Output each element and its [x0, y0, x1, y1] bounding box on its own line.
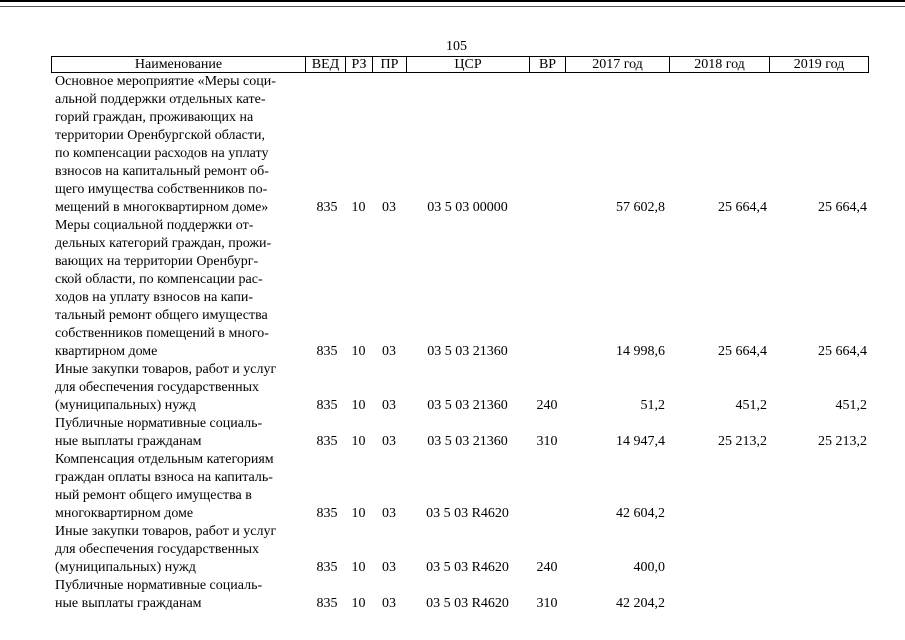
row-2017: 51,2 [640, 398, 665, 413]
row-rz: 10 [351, 506, 366, 521]
row-2017: 400,0 [633, 560, 665, 575]
table-body [51, 73, 867, 613]
row-csr: 03 5 03 R4620 [426, 506, 509, 521]
table-row [51, 577, 867, 613]
row-2018: 25 213,2 [718, 434, 767, 449]
table-row [51, 415, 867, 451]
row-ved: 835 [316, 398, 338, 413]
row-ved: 835 [316, 506, 338, 521]
row-pr: 03 [382, 398, 396, 413]
row-rz: 10 [351, 344, 366, 359]
row-rz: 10 [351, 596, 366, 611]
header-rz: РЗ [346, 57, 373, 72]
page-top-border-secondary [0, 6, 905, 7]
table-row [51, 217, 867, 361]
row-rz: 10 [351, 398, 366, 413]
header-csr: ЦСР [407, 57, 530, 72]
row-rz: 10 [351, 200, 366, 215]
row-name: Публичные нормативные социаль- ные выплаты гражданам [55, 416, 263, 449]
row-csr: 03 5 03 21360 [427, 398, 508, 413]
row-name: Иные закупки товаров, работ и услуг для обеспечения государственных (муниципальных) нужд [55, 362, 277, 413]
row-name: Публичные нормативные социаль- ные выплаты гражданам [55, 578, 263, 611]
row-2019: 25 664,4 [818, 200, 867, 215]
row-ved: 835 [316, 596, 338, 611]
table-row [51, 451, 867, 523]
row-pr: 03 [382, 506, 396, 521]
row-ved: 835 [316, 560, 338, 575]
row-ved: 835 [316, 344, 338, 359]
row-csr: 03 5 03 R4620 [426, 596, 509, 611]
row-2019: 25 213,2 [818, 434, 867, 449]
row-csr: 03 5 03 21360 [427, 434, 508, 449]
header-2017: 2017 год [566, 57, 670, 72]
table-row [51, 361, 867, 415]
row-vr: 310 [536, 596, 558, 611]
row-2018: 451,2 [735, 398, 767, 413]
table-row [51, 73, 867, 217]
row-rz: 10 [351, 434, 366, 449]
row-csr: 03 5 03 00000 [427, 200, 508, 215]
row-vr: 240 [536, 560, 558, 575]
row-2017: 42 204,2 [616, 596, 665, 611]
row-ved: 835 [316, 200, 338, 215]
table-header [51, 56, 869, 73]
page-top-border [0, 0, 905, 2]
row-csr: 03 5 03 21360 [427, 344, 508, 359]
row-pr: 03 [382, 596, 396, 611]
row-pr: 03 [382, 200, 396, 215]
row-2017: 14 947,4 [616, 434, 665, 449]
header-2018: 2018 год [670, 57, 770, 72]
row-name: Иные закупки товаров, работ и услуг для обеспечения государственных (муниципальных) нужд [55, 524, 277, 575]
row-pr: 03 [382, 560, 396, 575]
row-2017: 14 998,6 [616, 344, 665, 359]
row-ved: 835 [316, 434, 338, 449]
row-name: Компенсация отдельным категориям граждан оплаты взноса на капиталь- ный ремонт общего имущества в многоквартирном доме [55, 452, 274, 521]
row-rz: 10 [351, 560, 366, 575]
row-name: Меры социальной поддержки от- дельных категорий граждан, прожи- вающих на территории Оренбург- ской области, по компенсации рас- ходов на уплату взносов на капи- тальный ремонт общего имущества собственников помещений в много- квартирном доме [55, 218, 272, 359]
row-2018: 25 664,4 [718, 344, 767, 359]
row-pr: 03 [382, 344, 396, 359]
table-row [51, 523, 867, 577]
row-name: Основное мероприятие «Меры соци- альной поддержки отдельных кате- горий граждан, проживающих на территории Оренбургской области, по компенсации расходов на уплату взносов на капитальный ремонт об- щего имущества собственников по- мещений в многоквартирном доме» [55, 74, 276, 215]
header-pr: ПР [373, 57, 407, 72]
row-csr: 03 5 03 R4620 [426, 560, 509, 575]
header-name: Наименование [52, 57, 306, 72]
header-2019: 2019 год [793, 57, 845, 72]
header-vr: ВР [530, 57, 566, 72]
row-2018: 25 664,4 [718, 200, 767, 215]
header-ved: ВЕД [306, 57, 346, 72]
row-pr: 03 [382, 434, 396, 449]
page-number: 105 [446, 39, 467, 54]
row-2017: 42 604,2 [616, 506, 665, 521]
row-2019: 451,2 [835, 398, 867, 413]
row-2017: 57 602,8 [616, 200, 665, 215]
row-vr: 240 [536, 398, 558, 413]
row-2019: 25 664,4 [818, 344, 867, 359]
row-vr: 310 [536, 434, 558, 449]
